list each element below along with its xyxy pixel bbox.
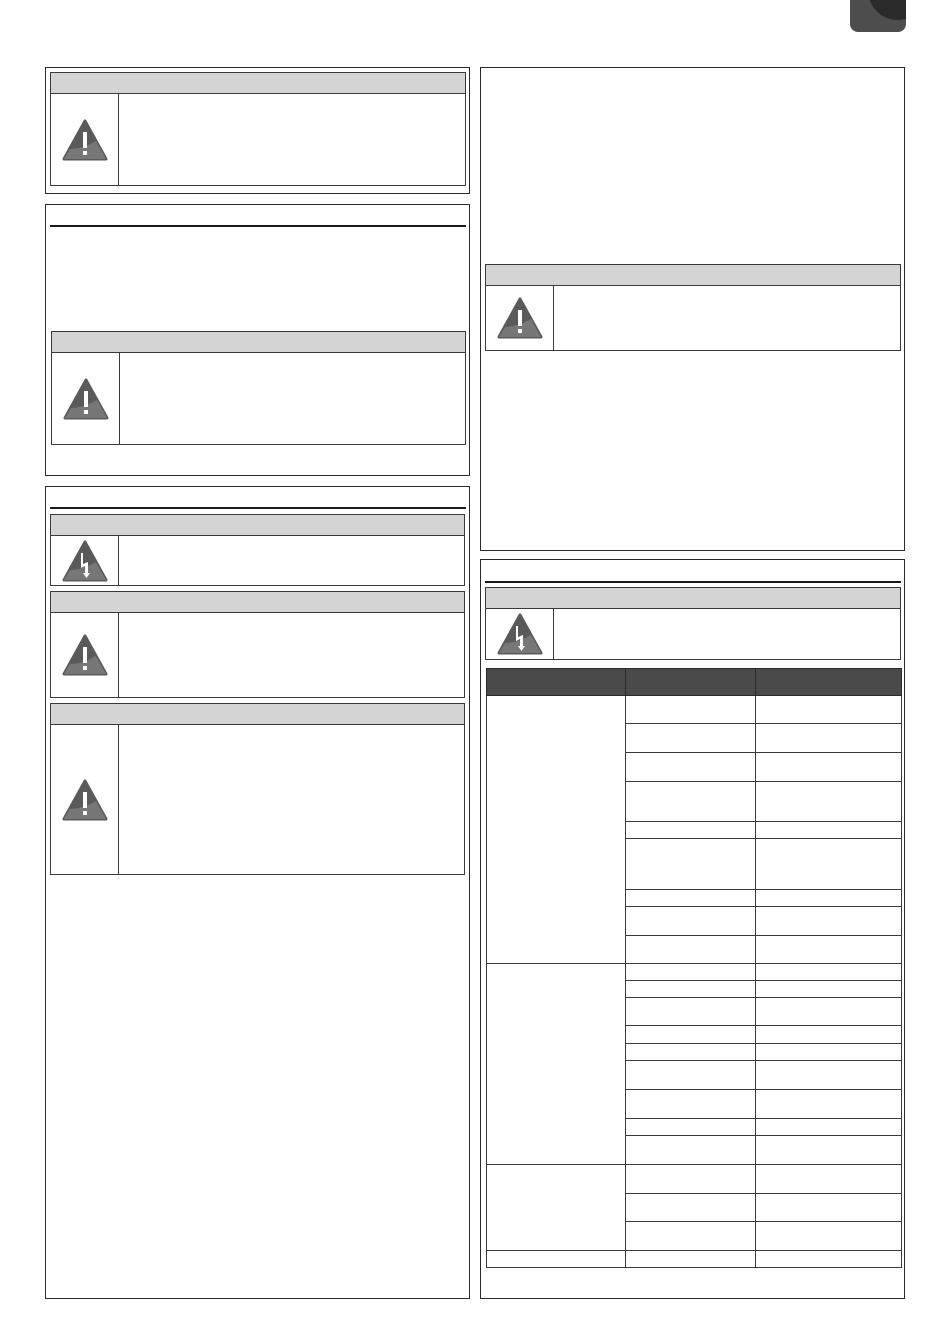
- warning-triangle-icon: [62, 119, 108, 161]
- warning-box: [51, 331, 466, 445]
- warning-triangle-icon: [62, 779, 108, 821]
- electrical-warning-box: [485, 587, 901, 660]
- table-cell: [626, 753, 756, 782]
- table-cell: [756, 1251, 902, 1268]
- warning-icon-cell: [51, 725, 119, 874]
- table-cell: [756, 890, 902, 907]
- table-cell: [626, 998, 756, 1026]
- table-cell: [756, 1044, 902, 1061]
- table-cell: [756, 1090, 902, 1119]
- warning-text: [120, 353, 465, 444]
- warning-triangle-icon: [497, 297, 543, 339]
- warning-header: [486, 588, 900, 609]
- table-cell: [626, 782, 756, 822]
- warning-text: [119, 536, 464, 585]
- table-cell: [756, 1061, 902, 1090]
- table-cell: [756, 696, 902, 724]
- table-cell: [756, 1119, 902, 1136]
- table-cell: [626, 1194, 756, 1222]
- table-cell: [626, 1061, 756, 1090]
- warning-header: [52, 332, 465, 353]
- left-box-2: [45, 204, 470, 476]
- table-header-cell: [626, 669, 756, 696]
- table-cell: [626, 1090, 756, 1119]
- table-cell: [756, 1165, 902, 1194]
- table-cell: [756, 753, 902, 782]
- table-cell: [756, 1026, 902, 1044]
- section-heading: [50, 209, 466, 225]
- warning-header: [51, 704, 464, 725]
- table-cell: [756, 1194, 902, 1222]
- warning-box: [485, 264, 901, 351]
- warning-icon-cell: [51, 94, 119, 185]
- left-box-3: [45, 486, 470, 1299]
- table-header-cell: [756, 669, 902, 696]
- table-cell: [626, 1136, 756, 1165]
- table-cell: [756, 1222, 902, 1251]
- table-cell: [756, 724, 902, 753]
- table-cell: [756, 1136, 902, 1165]
- table-cell: [756, 964, 902, 981]
- table-header-row: [487, 669, 902, 696]
- warning-header: [51, 592, 464, 613]
- corner-page-tab: [850, 0, 906, 32]
- section-body: [50, 881, 466, 1291]
- warning-text: [554, 286, 900, 350]
- table-header-cell: [487, 669, 626, 696]
- table-group-label: [487, 964, 626, 1165]
- table-cell: [756, 907, 902, 936]
- table-cell: [626, 724, 756, 753]
- warning-text: [554, 609, 900, 659]
- section-body: [485, 72, 901, 258]
- section-body: [50, 231, 466, 327]
- table-cell: [626, 1251, 756, 1268]
- table-cell: [756, 998, 902, 1026]
- electrical-warning-box: [50, 514, 465, 586]
- table-group-label: [487, 1251, 626, 1268]
- table-row: [487, 696, 902, 724]
- table-row: [487, 1165, 902, 1194]
- heading-rule: [50, 225, 466, 227]
- table-cell: [756, 839, 902, 890]
- table-row: [487, 1251, 902, 1268]
- table-cell: [626, 964, 756, 981]
- warning-text: [119, 94, 465, 185]
- section-body-after: [485, 358, 901, 546]
- warning-triangle-icon: [62, 634, 108, 676]
- table-cell: [756, 981, 902, 998]
- electric-shock-icon: [62, 540, 108, 582]
- table-cell: [626, 839, 756, 890]
- table-cell: [626, 1119, 756, 1136]
- heading-rule: [50, 507, 466, 509]
- heading-rule: [485, 581, 901, 583]
- table-group-label: [487, 1165, 626, 1251]
- warning-text: [119, 725, 464, 874]
- table-cell: [626, 981, 756, 998]
- warning-header: [486, 265, 900, 286]
- table-cell: [626, 890, 756, 907]
- warning-icon-cell: [52, 353, 120, 444]
- table-cell: [626, 936, 756, 964]
- warning-box: [50, 703, 465, 875]
- table-cell: [626, 1044, 756, 1061]
- electric-shock-icon: [497, 613, 543, 655]
- right-box-1: [480, 67, 905, 551]
- section-heading: [50, 491, 466, 507]
- warning-box: [50, 72, 466, 186]
- table-row: [487, 964, 902, 981]
- table-cell: [626, 907, 756, 936]
- table-cell: [626, 1165, 756, 1194]
- warning-triangle-icon: [63, 378, 109, 420]
- warning-icon-cell: [486, 286, 554, 350]
- warning-icon-cell: [51, 613, 119, 697]
- table-cell: [626, 696, 756, 724]
- warning-header: [51, 515, 464, 536]
- table-cell: [756, 822, 902, 839]
- warning-icon-cell: [486, 609, 554, 659]
- warning-header: [51, 73, 465, 94]
- table-cell: [626, 1222, 756, 1251]
- table-cell: [756, 782, 902, 822]
- left-box-1: [45, 67, 470, 194]
- table-cell: [626, 822, 756, 839]
- warning-text: [119, 613, 464, 697]
- table-cell: [756, 936, 902, 964]
- specifications-table: [486, 668, 902, 1268]
- warning-box: [50, 591, 465, 698]
- warning-icon-cell: [51, 536, 119, 585]
- section-heading: [485, 564, 901, 580]
- table-cell: [626, 1026, 756, 1044]
- table-group-label: [487, 696, 626, 964]
